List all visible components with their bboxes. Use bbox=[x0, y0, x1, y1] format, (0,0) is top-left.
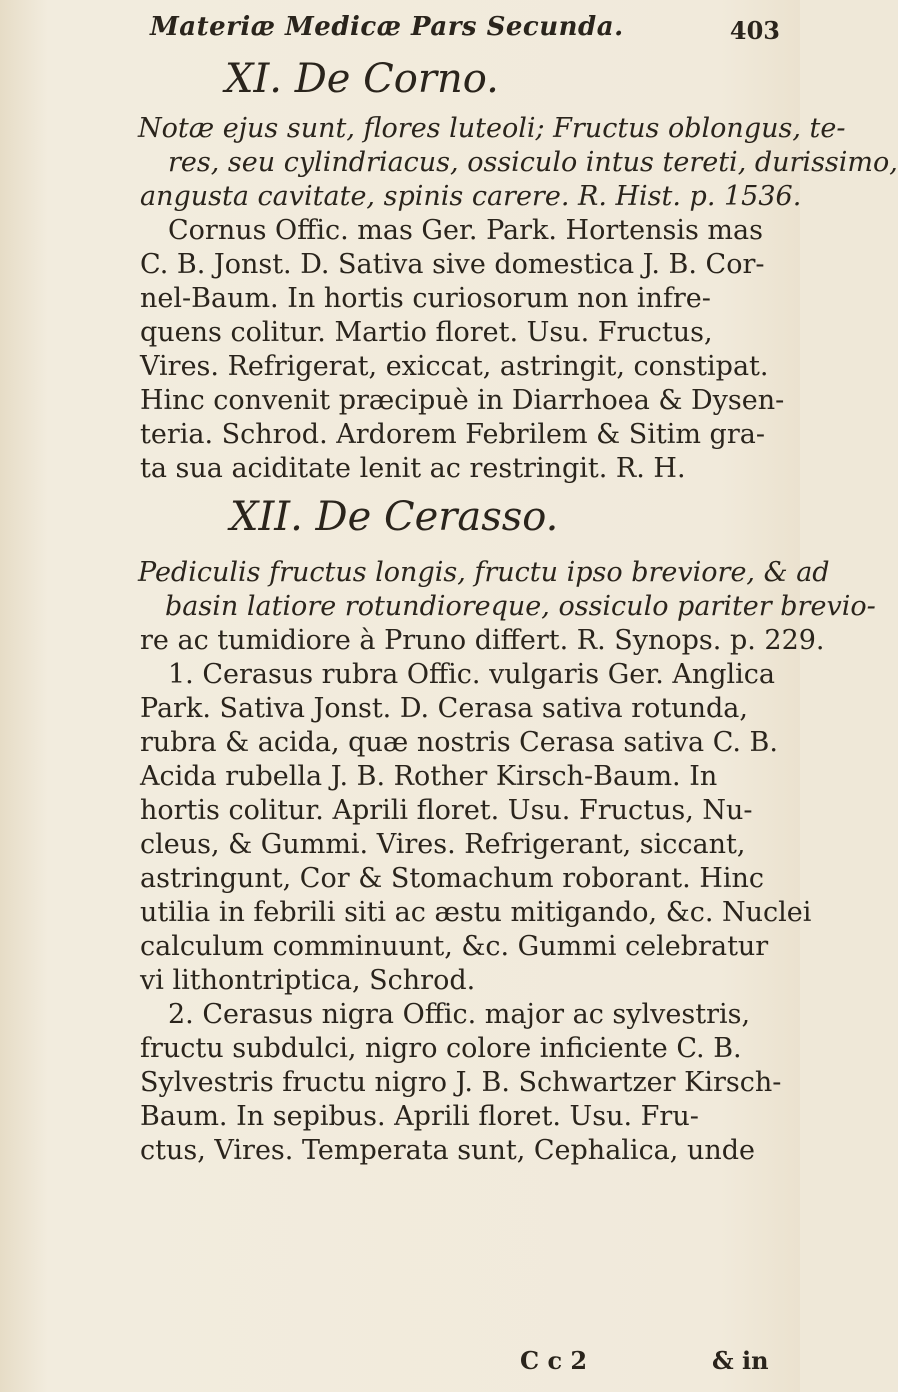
text-line: Park. Sativa Jonst. D. Cerasa sativa rotunda, bbox=[140, 693, 748, 724]
text-line: res, seu cylindriacus, ossiculo intus tereti, durissimo, bbox=[168, 147, 898, 178]
text-line: ta sua aciditate lenit ac restringit. R. H. bbox=[140, 453, 686, 484]
section-heading-xi: XI. De Corno. bbox=[225, 56, 499, 102]
section-heading-xii: XII. De Cerasso. bbox=[230, 494, 559, 540]
text-line: Acida rubella J. B. Rother Kirsch-Baum. In bbox=[140, 761, 718, 792]
text-line: Cornus Offic. mas Ger. Park. Hortensis mas bbox=[168, 215, 763, 246]
running-title: Materiæ Medicæ Pars Secunda. bbox=[150, 12, 624, 42]
text-line: rubra & acida, quæ nostris Cerasa sativa C. B. bbox=[140, 727, 778, 758]
text-line: hortis colitur. Aprili floret. Usu. Fructus, Nu- bbox=[140, 795, 753, 826]
text-line: Vires. Refrigerat, exiccat, astringit, constipat. bbox=[140, 351, 769, 382]
page-number: 403 bbox=[729, 16, 780, 45]
text-line: fructu subdulci, nigro colore inficiente C. B. bbox=[140, 1033, 742, 1064]
text-line: C. B. Jonst. D. Sativa sive domestica J. B. Cor- bbox=[140, 249, 765, 280]
catchword: & in bbox=[712, 1346, 769, 1375]
text-line: Hinc convenit præcipuè in Diarrhoea & Dysen- bbox=[140, 385, 785, 416]
text-line: cleus, & Gummi. Vires. Refrigerant, siccant, bbox=[140, 829, 746, 860]
signature-mark: C c 2 bbox=[520, 1346, 588, 1375]
text-line: angusta cavitate, spinis carere. R. Hist. p. 1536. bbox=[140, 181, 802, 212]
text-line: 1. Cerasus rubra Offic. vulgaris Ger. Anglica bbox=[168, 659, 776, 690]
text-line: Notæ ejus sunt, flores luteoli; Fructus oblongus, te- bbox=[138, 113, 846, 144]
text-line: Baum. In sepibus. Aprili floret. Usu. Fru- bbox=[140, 1101, 699, 1132]
text-line: astringunt, Cor & Stomachum roborant. Hinc bbox=[140, 863, 765, 894]
text-line: quens colitur. Martio floret. Usu. Fructus, bbox=[140, 317, 713, 348]
text-line: nel-Baum. In hortis curiosorum non infre- bbox=[140, 283, 711, 314]
text-line: Pediculis fructus longis, fructu ipso breviore, & ad bbox=[138, 557, 830, 588]
text-line: ctus, Vires. Temperata sunt, Cephalica, unde bbox=[140, 1135, 755, 1166]
text-line: utilia in febrili siti ac æstu mitigando, &c. Nuclei bbox=[140, 897, 812, 928]
text-line: calculum comminuunt, &c. Gummi celebratur bbox=[140, 931, 769, 962]
text-line: Sylvestris fructu nigro J. B. Schwartzer Kirsch- bbox=[140, 1067, 782, 1098]
text-line: re ac tumidiore à Pruno differt. R. Synops. p. 229. bbox=[140, 625, 825, 656]
text-line: 2. Cerasus nigra Offic. major ac sylvestris, bbox=[168, 999, 751, 1030]
text-line: basin latiore rotundioreque, ossiculo pariter brevio- bbox=[165, 591, 876, 622]
text-line: teria. Schrod. Ardorem Febrilem & Sitim gra- bbox=[140, 419, 765, 450]
text-line: vi lithontriptica, Schrod. bbox=[140, 965, 476, 996]
